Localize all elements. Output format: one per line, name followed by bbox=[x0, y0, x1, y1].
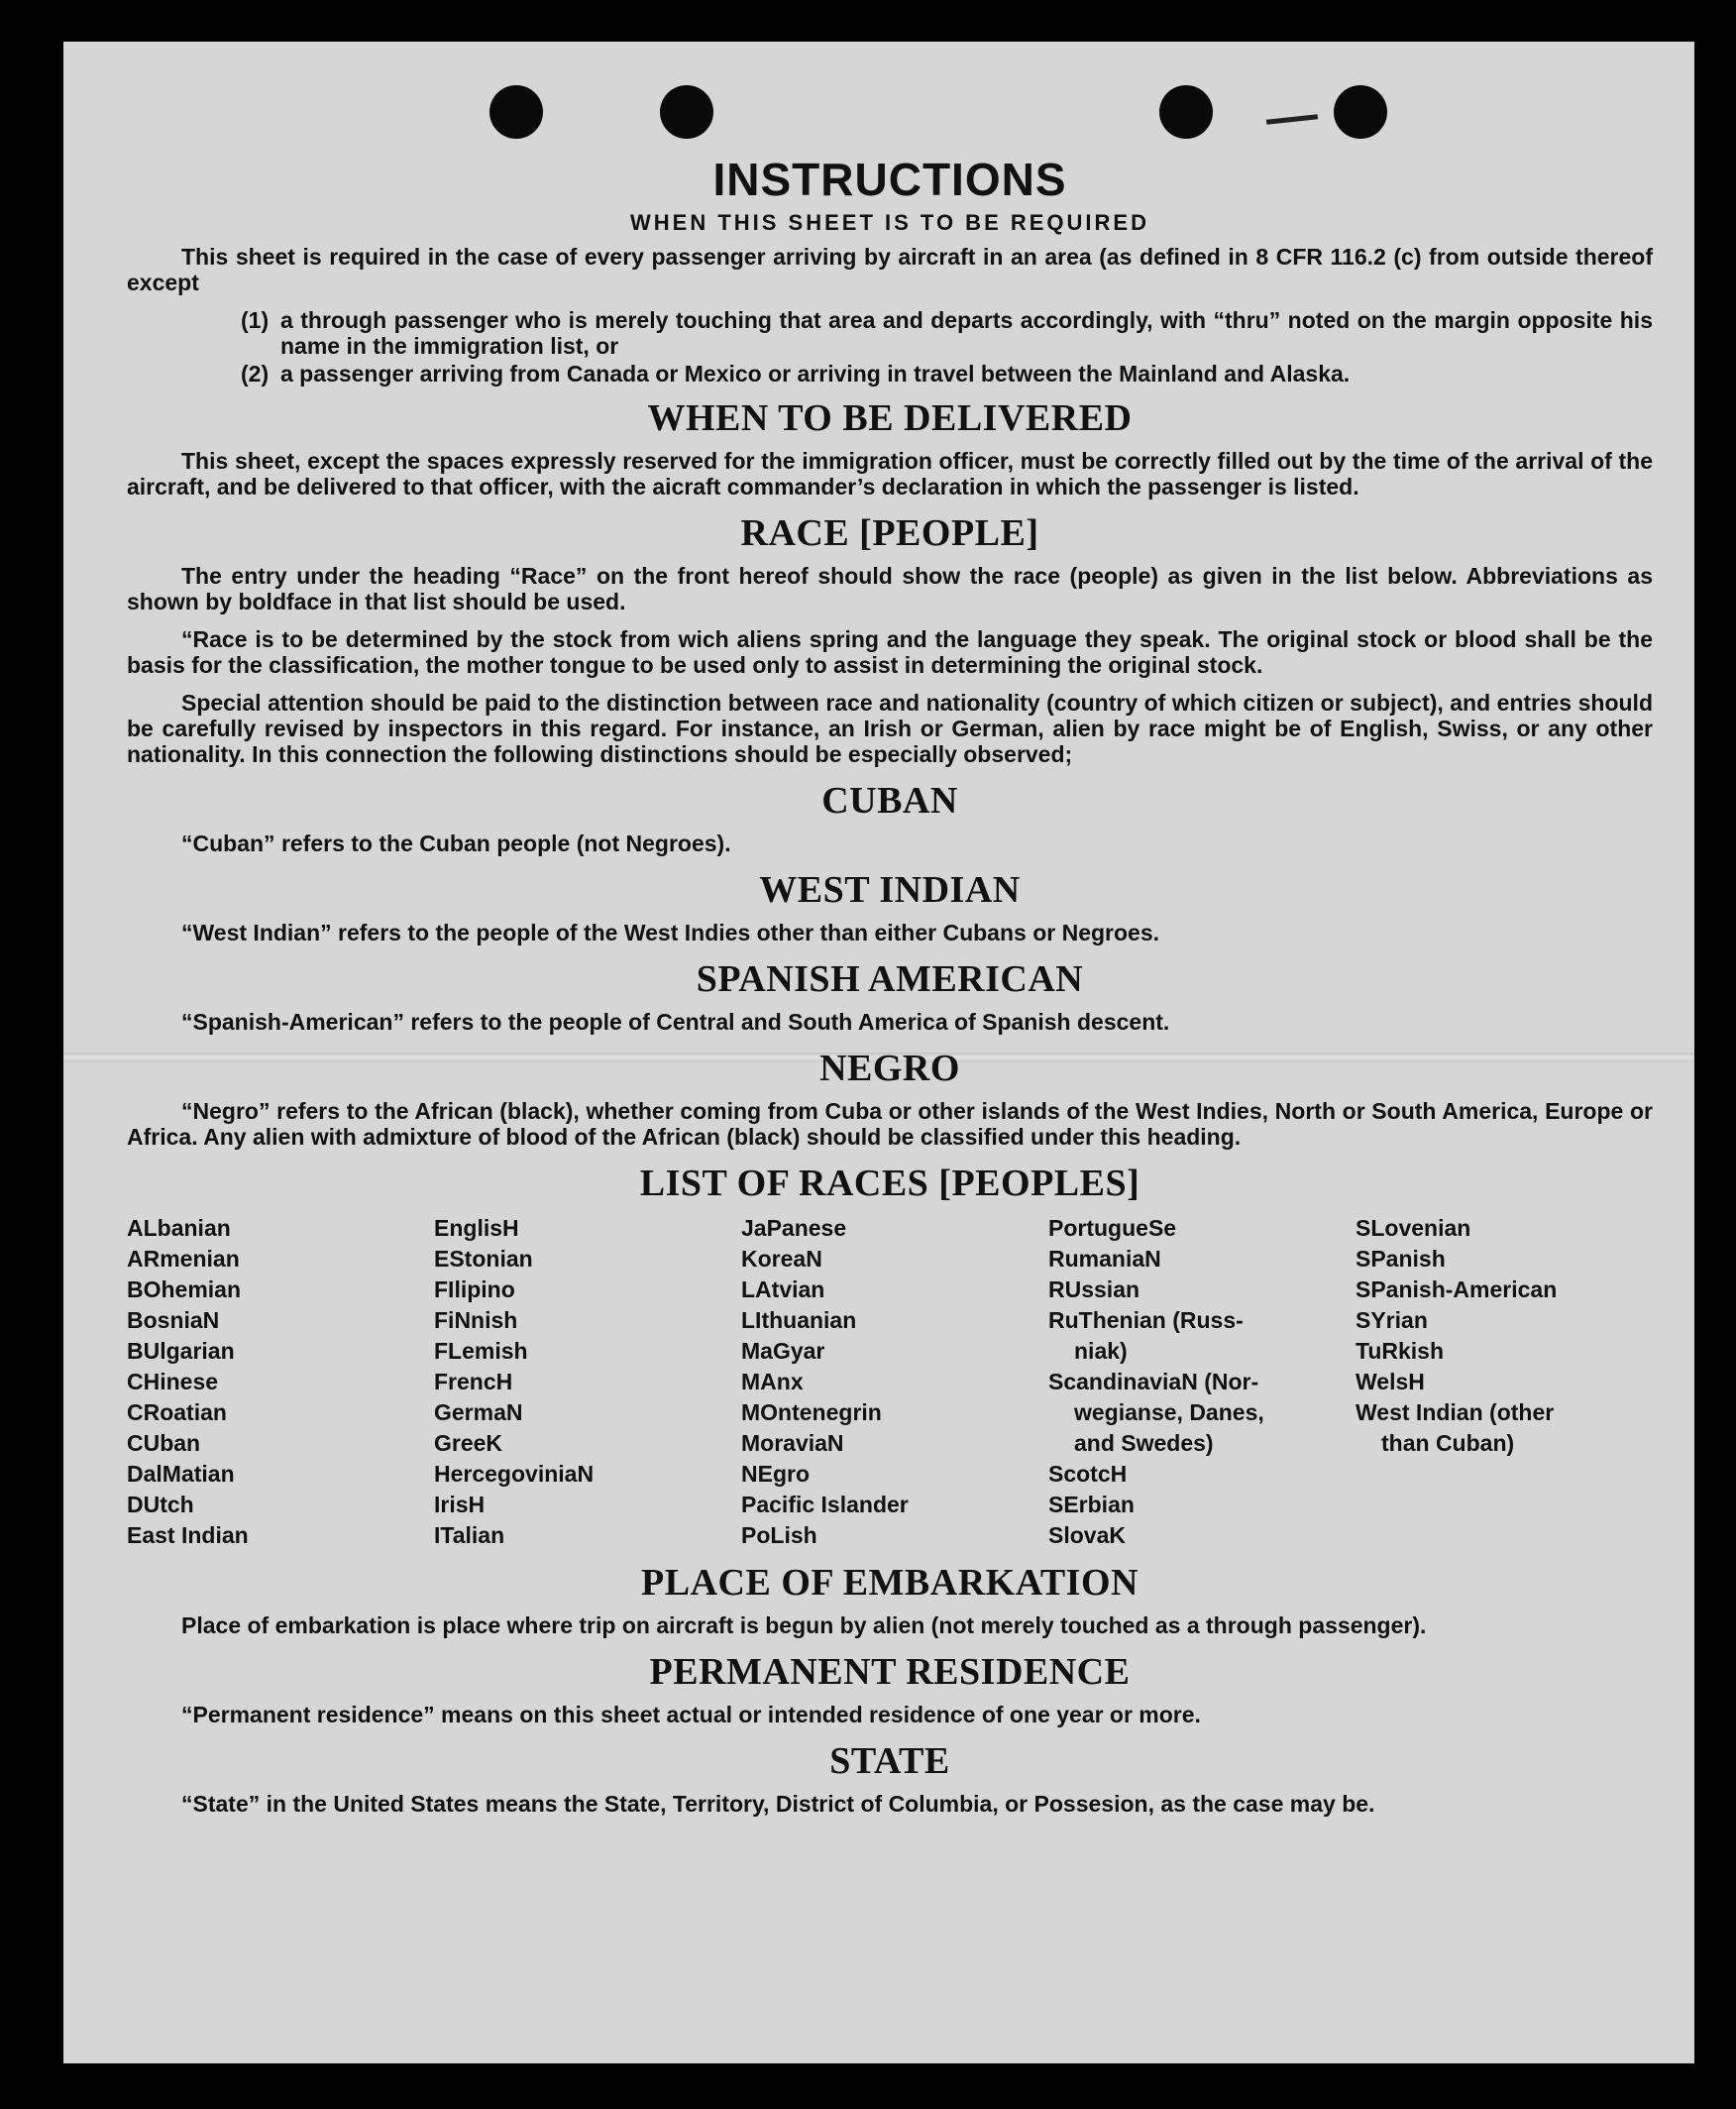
pen-mark bbox=[1266, 114, 1318, 124]
race-entry: BUlgarian bbox=[127, 1338, 235, 1364]
race-column bbox=[741, 1213, 1038, 1551]
race-entry: niak) bbox=[1074, 1338, 1128, 1364]
punch-hole bbox=[489, 85, 543, 139]
race-entry: FrencH bbox=[434, 1369, 513, 1394]
section-heading: STATE bbox=[829, 1740, 950, 1782]
race-entry: BosniaN bbox=[127, 1307, 220, 1333]
race-entry: and Swedes) bbox=[1074, 1430, 1214, 1456]
race-entry: KoreaN bbox=[741, 1246, 822, 1272]
race-column bbox=[127, 1213, 424, 1551]
section-paragraph: “West Indian” refers to the people of the West Indies other than either Cubans or Negroes. bbox=[181, 920, 1160, 945]
race-entry: SlovaK bbox=[1048, 1522, 1126, 1548]
race-entry: PortugueSe bbox=[1048, 1215, 1177, 1241]
race-entry: SErbian bbox=[1048, 1492, 1135, 1517]
race-entry: BOhemian bbox=[127, 1276, 242, 1302]
race-entry: CRoatian bbox=[127, 1399, 227, 1425]
race-entry: Pacific Islander bbox=[741, 1492, 909, 1517]
race-entry: NEgro bbox=[741, 1461, 810, 1487]
race-entry: PoLish bbox=[741, 1522, 817, 1548]
race-entry: ITalian bbox=[434, 1522, 505, 1548]
document-sheet bbox=[63, 42, 1694, 2063]
exception-item: (1) a through passenger who is merely touching that area and departs accordingly, with “thru” noted on the margin opposite his name in the immigration list, or bbox=[241, 307, 1653, 359]
race-column bbox=[434, 1213, 731, 1551]
section-heading: PLACE OF EMBARKATION bbox=[641, 1562, 1139, 1604]
race-column bbox=[1048, 1213, 1346, 1551]
section-paragraph: Place of embarkation is place where trip on aircraft is begun by alien (not merely touched as a through passenger). bbox=[181, 1612, 1427, 1638]
section-paragraph: Special attention should be paid to the distinction between race and nationality (country of which citizen or subject), and entries should be carefully revised by inspectors in this regard. For instance, an Irish or German, alien by race might be of English, Swiss, or any other nationality. In this connection the following distinctions should be especially observed; bbox=[127, 690, 1653, 767]
exception-item: (2) a passenger arriving from Canada or Mexico or arriving in travel between the Mainland and Alaska. bbox=[241, 361, 1351, 387]
race-entry: LAtvian bbox=[741, 1276, 825, 1302]
race-entry: RuThenian (Russ- bbox=[1048, 1307, 1244, 1333]
race-entry: West Indian (other bbox=[1356, 1399, 1555, 1425]
race-entry: East Indian bbox=[127, 1522, 249, 1548]
race-entry: HercegoviniaN bbox=[434, 1461, 595, 1487]
race-entry: GreeK bbox=[434, 1430, 503, 1456]
instructions-body bbox=[127, 151, 1653, 1829]
page-title: INSTRUCTIONS bbox=[712, 154, 1067, 205]
race-entry: CHinese bbox=[127, 1369, 219, 1394]
race-entry: EnglisH bbox=[434, 1215, 519, 1241]
section-heading: WHEN TO BE DELIVERED bbox=[647, 397, 1133, 439]
race-entry: DUtch bbox=[127, 1492, 194, 1517]
race-entry: SPanish-American bbox=[1356, 1276, 1558, 1302]
race-entry: GermaN bbox=[434, 1399, 523, 1425]
race-entry: MaGyar bbox=[741, 1338, 825, 1364]
race-entry: WelsH bbox=[1356, 1369, 1425, 1394]
race-entry: ALbanian bbox=[127, 1215, 231, 1241]
section-heading: SPANISH AMERICAN bbox=[696, 958, 1084, 1000]
race-entry: wegianse, Danes, bbox=[1074, 1399, 1264, 1425]
intro-paragraph: This sheet is required in the case of every passenger arriving by aircraft in an area (as defined in 8 CFR 116.2 (c) from outside thereof except bbox=[127, 244, 1653, 295]
race-list bbox=[127, 1213, 1653, 1551]
race-entry: LIthuanian bbox=[741, 1307, 857, 1333]
race-entry: FLemish bbox=[434, 1338, 528, 1364]
race-entry: ARmenian bbox=[127, 1246, 240, 1272]
section-paragraph: This sheet, except the spaces expressly reserved for the immigration officer, must be correctly filled out by the time of the arrival of the aircraft, and be delivered to that officer, with the aicraft commander’s declaration in which the passenger is listed. bbox=[127, 448, 1653, 500]
section-paragraph: “Cuban” refers to the Cuban people (not Negroes). bbox=[181, 831, 731, 856]
race-entry: DalMatian bbox=[127, 1461, 235, 1487]
section-heading: WEST INDIAN bbox=[759, 869, 1021, 911]
page-subtitle: WHEN THIS SHEET IS TO BE REQUIRED bbox=[630, 210, 1149, 235]
race-entry: SLovenian bbox=[1356, 1215, 1471, 1241]
section-heading: NEGRO bbox=[819, 1048, 960, 1089]
race-entry: ScotcH bbox=[1048, 1461, 1128, 1487]
race-entry: FiNnish bbox=[434, 1307, 518, 1333]
race-entry: RumaniaN bbox=[1048, 1246, 1161, 1272]
race-entry: EStonian bbox=[434, 1246, 533, 1272]
race-entry: SPanish bbox=[1356, 1246, 1446, 1272]
race-entry: ScandinaviaN (Nor- bbox=[1048, 1369, 1259, 1394]
race-entry: TuRkish bbox=[1356, 1338, 1445, 1364]
race-entry: MoraviaN bbox=[741, 1430, 844, 1456]
punch-hole bbox=[1159, 85, 1213, 139]
race-column bbox=[1356, 1213, 1653, 1551]
race-entry: SYrian bbox=[1356, 1307, 1428, 1333]
section-heading: CUBAN bbox=[821, 780, 958, 822]
section-heading: PERMANENT RESIDENCE bbox=[649, 1651, 1131, 1693]
race-entry: than Cuban) bbox=[1381, 1430, 1515, 1456]
section-paragraph: “Permanent residence” means on this sheet actual or intended residence of one year or more. bbox=[181, 1702, 1201, 1727]
section-paragraph: “Race is to be determined by the stock from wich aliens spring and the language they speak. The original stock or blood shall be the basis for the classification, the mother tongue to be used only to assist in determining the original stock. bbox=[127, 626, 1653, 678]
section-paragraph: The entry under the heading “Race” on the front hereof should show the race (people) as given in the list below. Abbreviations as shown by boldface in that list should be used. bbox=[127, 563, 1653, 614]
punch-hole bbox=[660, 85, 713, 139]
race-entry: CUban bbox=[127, 1430, 201, 1456]
race-entry: MAnx bbox=[741, 1369, 804, 1394]
section-heading: RACE [PEOPLE] bbox=[740, 512, 1039, 554]
race-entry: IrisH bbox=[434, 1492, 486, 1517]
race-entry: JaPanese bbox=[741, 1215, 847, 1241]
race-entry: MOntenegrin bbox=[741, 1399, 882, 1425]
section-paragraph: “Negro” refers to the African (black), whether coming from Cuba or other islands of the West Indies, North or South America, Europe or Africa. Any alien with admixture of blood of the African (black) should be classified under this heading. bbox=[127, 1098, 1653, 1150]
section-paragraph: “Spanish-American” refers to the people of Central and South America of Spanish descent. bbox=[181, 1009, 1170, 1035]
race-entry: FIlipino bbox=[434, 1276, 515, 1302]
punch-hole bbox=[1334, 85, 1387, 139]
section-heading: LIST OF RACES [PEOPLES] bbox=[639, 1163, 1140, 1204]
section-paragraph: “State” in the United States means the State, Territory, District of Columbia, or Possesion, as the case may be. bbox=[181, 1791, 1375, 1817]
race-entry: RUssian bbox=[1048, 1276, 1140, 1302]
